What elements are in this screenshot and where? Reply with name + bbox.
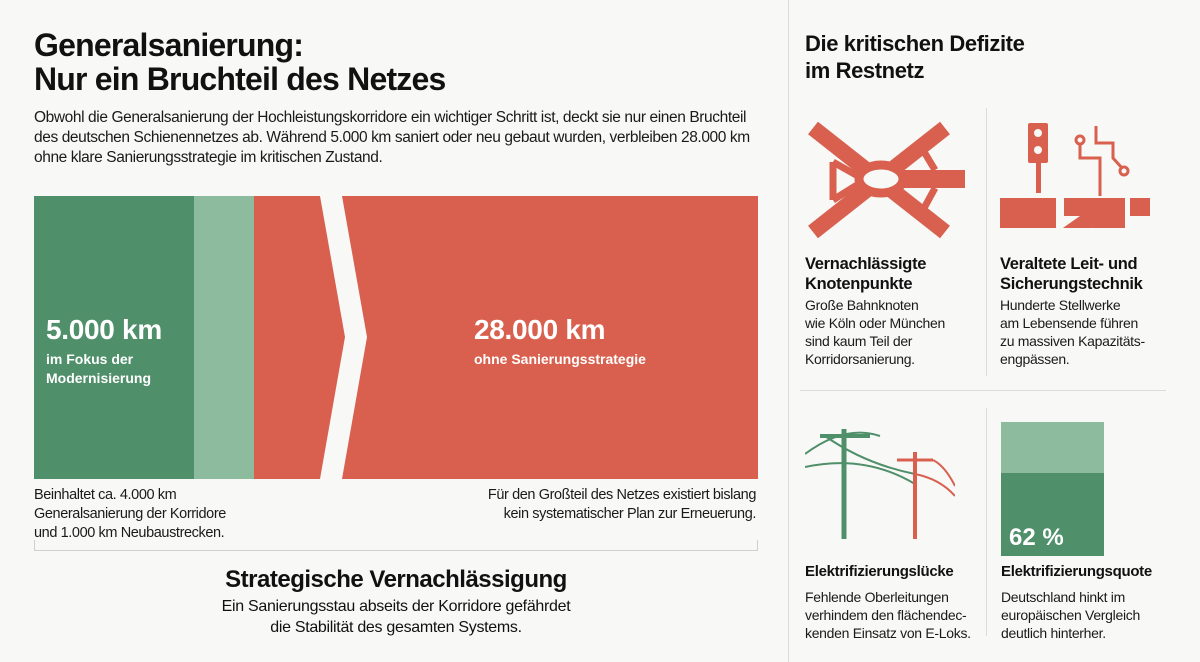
card-divider — [986, 408, 987, 636]
electrification-progress-block — [1001, 422, 1104, 556]
junction-icon — [805, 120, 965, 240]
card-junctions: Vernachlässigte Knotenpunkte Große Bahnknoten wie Köln oder München sind kaum Teil der Korridorsanierung. — [805, 255, 946, 367]
unplanned-label: 28.000 km ohne Sanierungsstrategie — [474, 314, 646, 367]
note-left: Beinhaltet ca. 4.000 km Generalsanierung der Korridore und 1.000 km Neubaustrecken. — [34, 487, 226, 541]
quota-value: 62 % — [1009, 524, 1064, 551]
note-right: Für den Großteil des Netzes existiert bislang kein systematischer Plan zur Erneuerung. — [487, 487, 756, 522]
intro-text: Obwohl die Generalsanierung der Hochleistungskorridore ein wichtiger Schritt ist, deckt sie nur einen Bruchteil des deutschen Schienennetzes ab. Während 5.000 km saniert oder neu gebaut wurden, verbleiben 28.000 km ohne klare Sanierungsstrategie im kritischen Zustand. — [34, 109, 750, 166]
page-title: Generalsanierung: Nur ein Bruchteil des Netzes — [34, 27, 446, 97]
deficits-title: Die kritischen Defizite im Restnetz — [805, 31, 1025, 83]
newbuild-segment — [194, 196, 254, 479]
card-electrification-quota: Elektrifizierungsquote Deutschland hinkt im europäischen Vergleich deutlich hinterher. — [1001, 563, 1152, 641]
signal-icon — [1000, 118, 1150, 228]
row-divider — [800, 390, 1166, 391]
panel-divider — [788, 0, 789, 662]
card-signalling: Veraltete Leit- und Sicherungstechnik Hunderte Stellwerke am Lebensende führen zu massiven Kapazitäts- engpässen. — [1000, 255, 1145, 367]
card-electrification-gap: Elektrifizierungslücke Fehlende Oberleitungen verhindem den flächendec- kenden Einsatz von E-Loks. — [805, 563, 971, 641]
power-pole-icon — [805, 424, 955, 542]
bracket-divider — [34, 540, 758, 551]
modernized-label: 5.000 km im Fokus der Modernisierung — [46, 314, 162, 386]
conclusion: Strategische Vernachlässigung Ein Sanierungsstau abseits der Korridore gefährdet die Stabilität des gesamten Systems. — [221, 566, 571, 636]
unplanned-segment-a — [254, 196, 345, 479]
card-divider — [986, 108, 987, 376]
